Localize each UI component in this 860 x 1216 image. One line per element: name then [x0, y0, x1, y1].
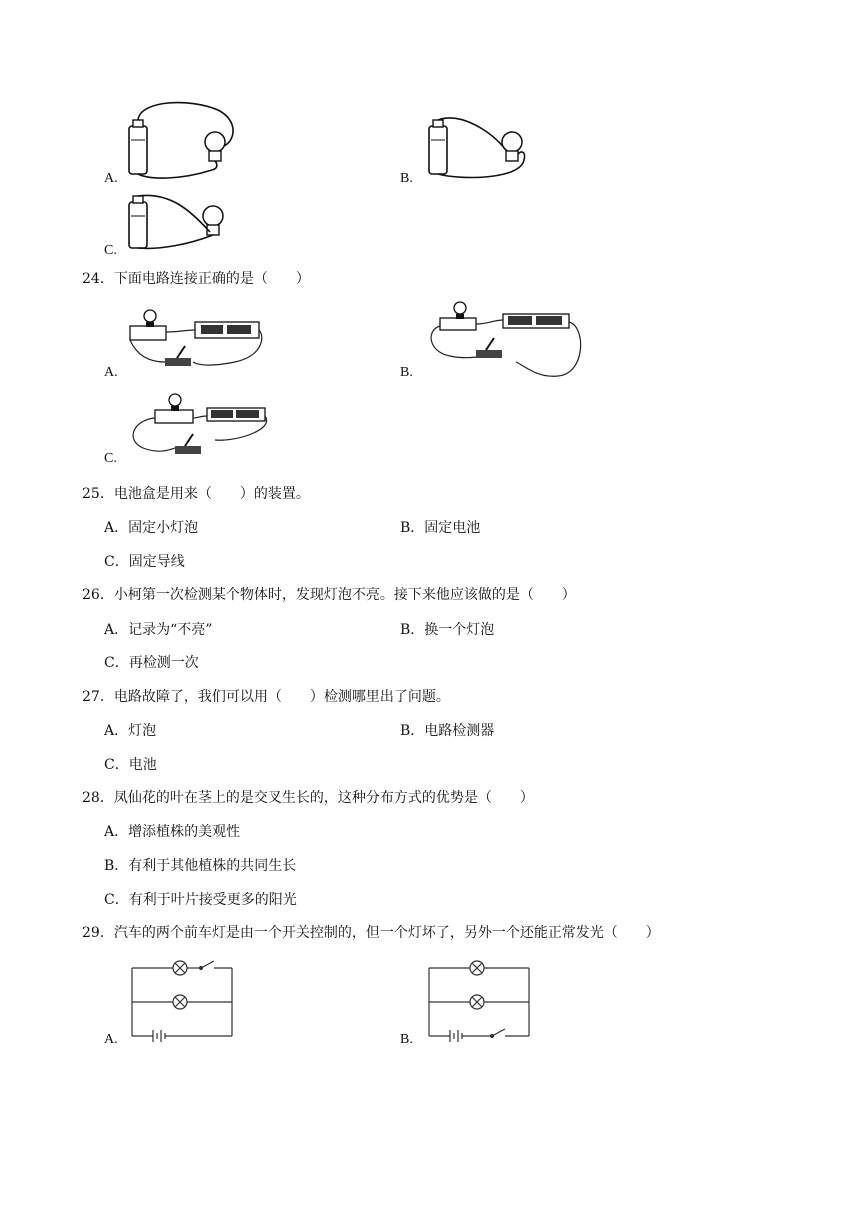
q27-option-a[interactable]: A．灯泡	[104, 723, 157, 739]
q23-option-b-circuit-image	[420, 100, 550, 180]
q29-option-a-circuit-diagram	[128, 956, 238, 1042]
q23-option-c-circuit-image	[120, 192, 250, 252]
q29-stem: 29．汽车的两个前车灯是由一个开关控制的，但一个灯坏了，另外一个还能正常发光（ ）	[82, 925, 660, 941]
q26-stem: 26．小柯第一次检测某个物体时，发现灯泡不亮。接下来他应该做的是（ ）	[82, 587, 576, 603]
q25-stem: 25．电池盒是用来（ ）的装置。	[82, 486, 310, 502]
q29-option-b-label[interactable]: B.	[400, 1032, 413, 1047]
q26-option-c[interactable]: C．再检测一次	[104, 655, 199, 671]
q23-option-a-circuit-image	[120, 100, 250, 180]
q28-option-a[interactable]: A．增添植株的美观性	[104, 824, 241, 840]
q27-option-c[interactable]: C．电池	[104, 757, 157, 773]
q28-stem: 28．凤仙花的叶在茎上的是交叉生长的，这种分布方式的优势是（ ）	[82, 790, 534, 806]
q28-option-b[interactable]: B．有利于其他植株的共同生长	[104, 858, 297, 874]
q24-option-b-circuit-image	[428, 296, 588, 380]
q26-option-a[interactable]: A．记录为“不亮”	[104, 622, 213, 638]
q25-option-a[interactable]: A．固定小灯泡	[104, 520, 199, 536]
q25-option-b[interactable]: B．固定电池	[400, 520, 481, 536]
q25-option-c[interactable]: C．固定导线	[104, 554, 185, 570]
q24-option-a-circuit-image	[125, 296, 265, 374]
q23-option-c-label[interactable]: C.	[104, 243, 117, 258]
q26-option-b[interactable]: B．换一个灯泡	[400, 622, 495, 638]
q27-stem: 27．电路故障了，我们可以用（ ）检测哪里出了问题。	[82, 689, 450, 705]
q24-option-c-label[interactable]: C.	[104, 451, 117, 466]
q23-option-a-label[interactable]: A.	[104, 171, 118, 186]
q24-option-b-label[interactable]: B.	[400, 365, 413, 380]
q24-option-a-label[interactable]: A.	[104, 365, 118, 380]
q23-option-b-label[interactable]: B.	[400, 171, 413, 186]
q24-stem: 24．下面电路连接正确的是（ ）	[82, 271, 310, 287]
q29-option-a-label[interactable]: A.	[104, 1032, 118, 1047]
q29-option-b-circuit-diagram	[425, 956, 535, 1042]
q28-option-c[interactable]: C．有利于叶片接受更多的阳光	[104, 892, 297, 908]
q24-option-c-circuit-image	[125, 390, 270, 462]
q27-option-b[interactable]: B．电路检测器	[400, 723, 495, 739]
